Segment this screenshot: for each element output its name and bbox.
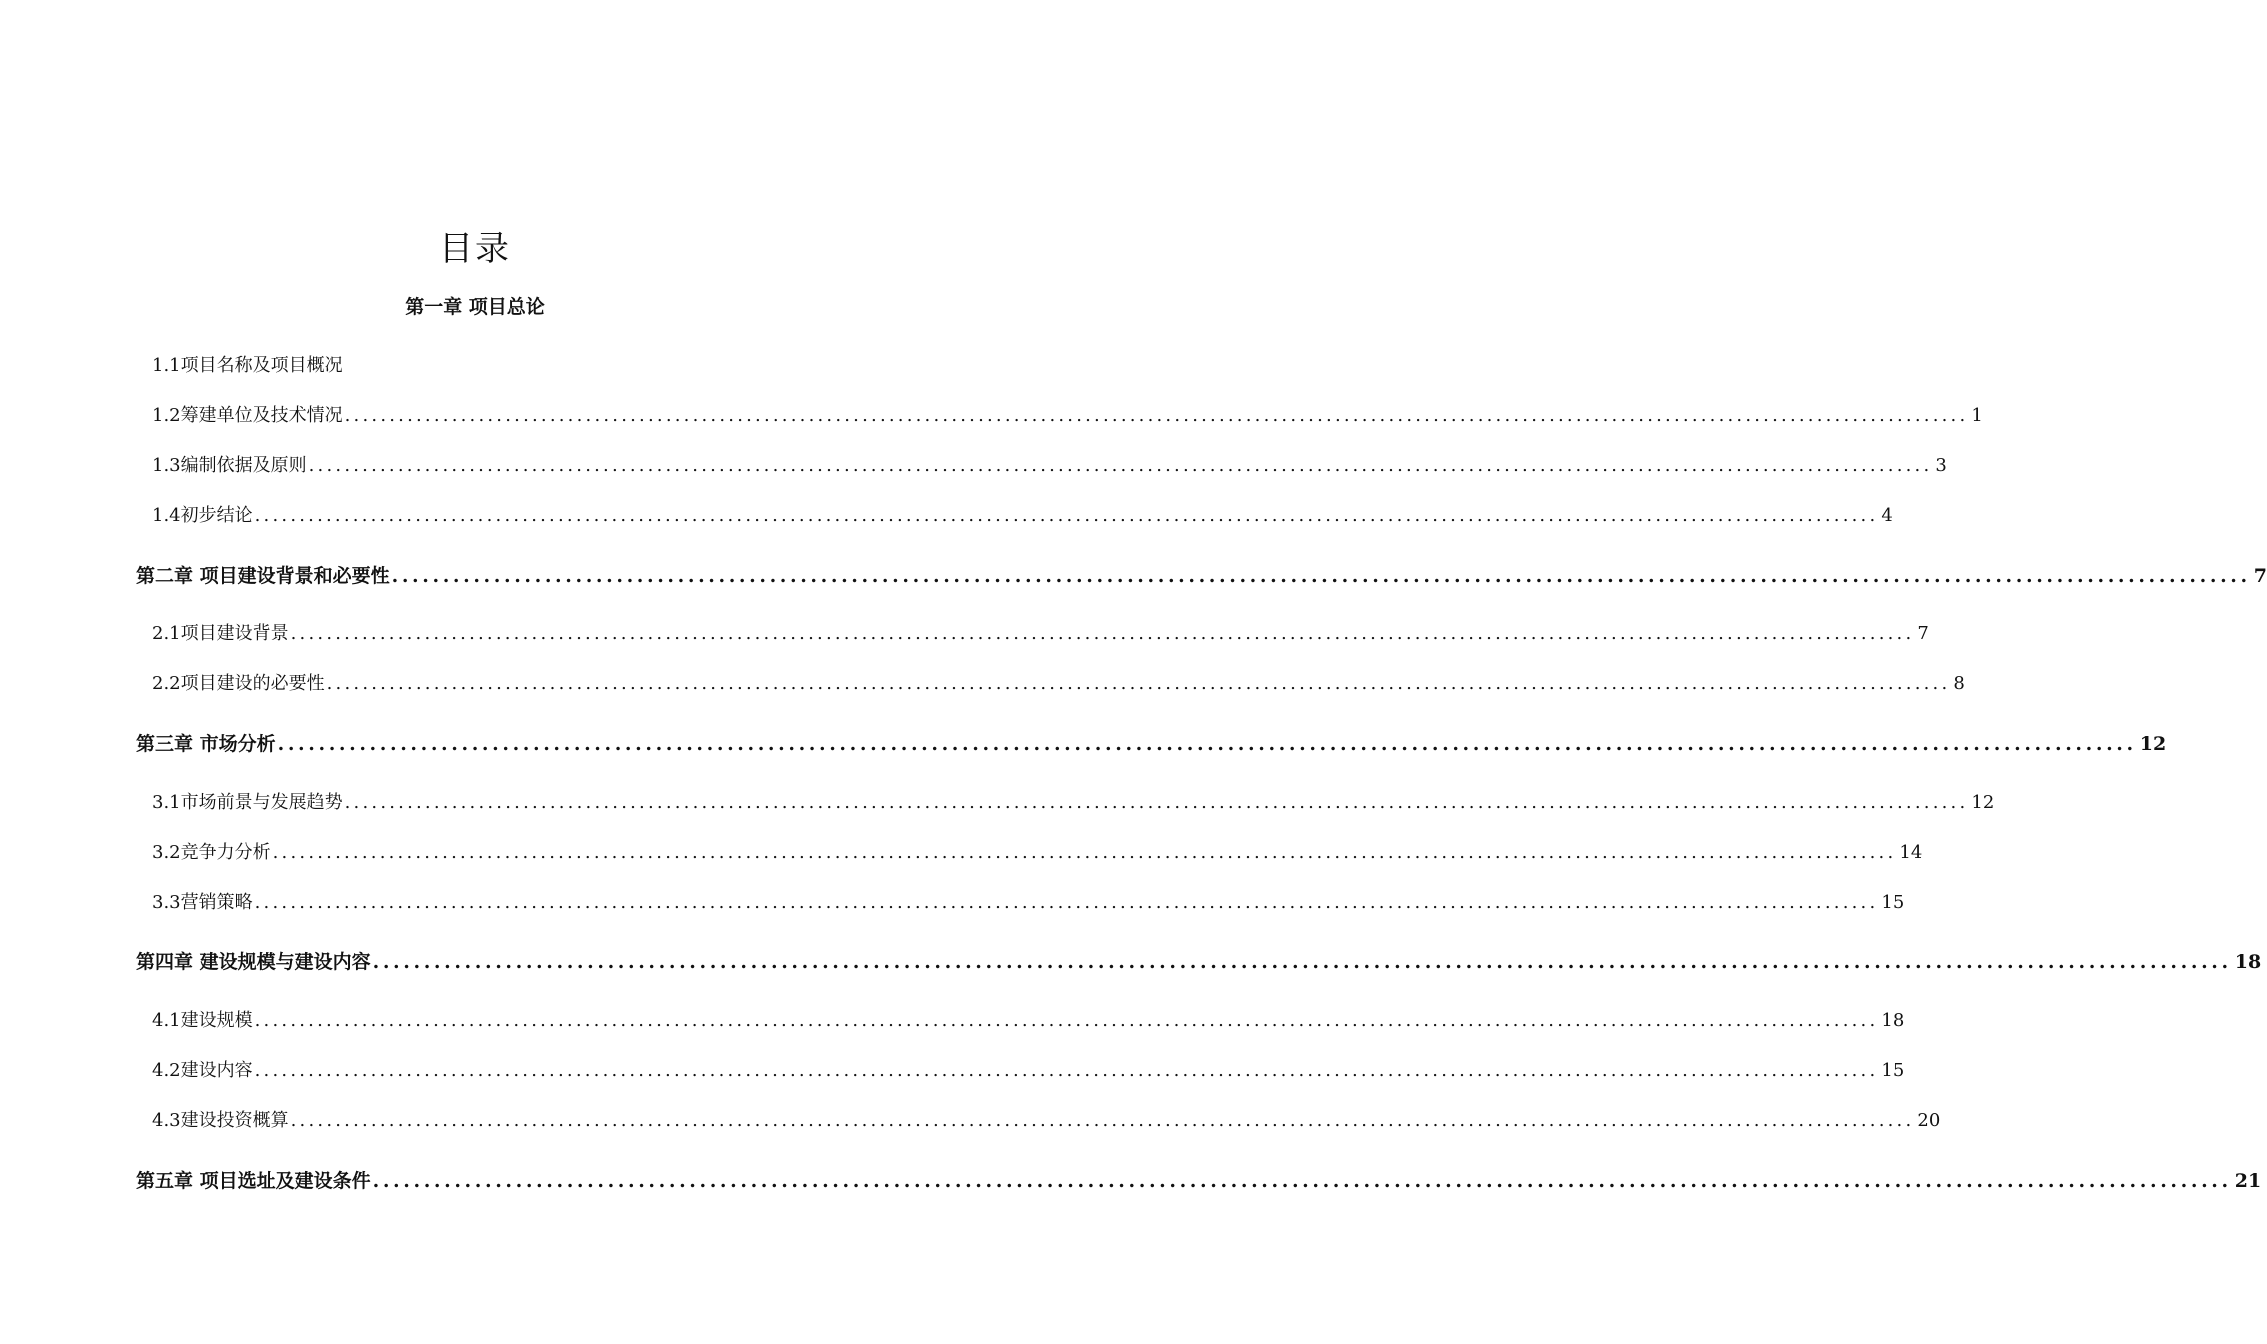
toc-entry-page: 21 [2234, 1170, 2262, 1192]
toc-chapter-entry [136, 1166, 2262, 1196]
toc-entry-page: 12 [1971, 792, 1995, 813]
toc-entry-label: 3.1市场前景与发展趋势 [152, 792, 343, 813]
toc-entry-page: 7 [2253, 565, 2267, 587]
toc-entry-page: 8 [1953, 673, 1965, 694]
toc-chapter-entry [136, 947, 2262, 977]
toc-entry-label: 4.1建设规模 [152, 1010, 253, 1031]
toc-entry-page: 18 [2234, 951, 2262, 973]
toc-entry-page: 12 [2139, 733, 2167, 755]
toc-entry-page: 3 [1935, 455, 1947, 476]
toc-leader-dots: ...................................................................................................................................................................................... [372, 951, 2232, 973]
toc-leader-dots: ...................................................................................................................................................................................... [344, 792, 1969, 813]
toc-chapter-entry [136, 729, 2167, 759]
toc-entry-page: 14 [1899, 842, 1923, 863]
toc-leader-dots: ...................................................................................................................................................................................... [272, 842, 1897, 863]
toc-entry-label: 第四章 建设规模与建设内容 [136, 951, 371, 973]
toc-leader-dots: ...................................................................................................................................................................................... [277, 733, 2137, 755]
toc-entry [152, 1056, 1905, 1086]
toc-entry [152, 838, 1923, 868]
toc-entry [152, 619, 1929, 649]
toc-entry-label: 2.1项目建设背景 [152, 623, 289, 644]
toc-entry [152, 451, 1947, 481]
toc-entry [152, 1106, 1941, 1136]
toc-entry-label: 3.2竞争力分析 [152, 842, 271, 863]
page-title: 目录 [439, 229, 511, 269]
toc-entry-label: 3.3营销策略 [152, 892, 253, 913]
toc-chapter-entry [136, 561, 2267, 591]
toc-entry-page: 18 [1881, 1010, 1905, 1031]
toc-entry-page: 15 [1881, 1060, 1905, 1081]
toc-entry-label: 1.1项目名称及项目概况 [152, 355, 343, 376]
toc-entry [152, 788, 1995, 818]
toc-entry [152, 351, 814, 381]
toc-entry-label: 4.2建设内容 [152, 1060, 253, 1081]
toc-entry [152, 1006, 1905, 1036]
toc-entry [152, 401, 1983, 431]
toc-entry-page: 15 [1881, 892, 1905, 913]
toc-leader-dots: ...................................................................................................................................................................................... [308, 455, 1933, 476]
toc-leader-dots: ...................................................................................................................................................................................... [290, 623, 1915, 644]
chapter-heading-1: 第一章 项目总论 [405, 296, 545, 318]
toc-entry-label: 2.2项目建设的必要性 [152, 673, 325, 694]
toc-entry [152, 501, 1893, 531]
toc-entry-page: 7 [1917, 623, 1929, 644]
toc-entry [152, 888, 1905, 918]
toc-leader-dots: ...................................................................................................................................................................................... [254, 1060, 1879, 1081]
toc-leader-dots: ...................................................................................................................................................................................... [372, 1170, 2232, 1192]
toc-leader-dots: ...................................................................................................................................................................................... [254, 892, 1879, 913]
toc-entry-page: 4 [1881, 505, 1893, 526]
toc-leader-dots: ...................................................................................................................................................................................... [290, 1110, 1915, 1131]
toc-entry-label: 1.4初步结论 [152, 505, 253, 526]
toc-entry-page: 20 [1917, 1110, 1941, 1131]
toc-entry [152, 669, 1965, 699]
toc-entry-label: 第三章 市场分析 [136, 733, 276, 755]
toc-entry-page: 1 [1971, 405, 1983, 426]
toc-entry-label: 1.2筹建单位及技术情况 [152, 405, 343, 426]
toc-leader-dots: ...................................................................................................................................................................................... [254, 1010, 1879, 1031]
toc-leader-dots: ...................................................................................................................................................................................... [254, 505, 1879, 526]
toc-entry-label: 4.3建设投资概算 [152, 1110, 289, 1131]
toc-leader-dots: ...................................................................................................................................................................................... [391, 565, 2251, 587]
toc-entry-label: 1.3编制依据及原则 [152, 455, 307, 476]
toc-entry-label: 第二章 项目建设背景和必要性 [136, 565, 390, 587]
toc-entry-label: 第五章 项目选址及建设条件 [136, 1170, 371, 1192]
toc-leader-dots: ...................................................................................................................................................................................... [326, 673, 1951, 694]
toc-leader-dots: ...................................................................................................................................................................................... [344, 405, 1969, 426]
